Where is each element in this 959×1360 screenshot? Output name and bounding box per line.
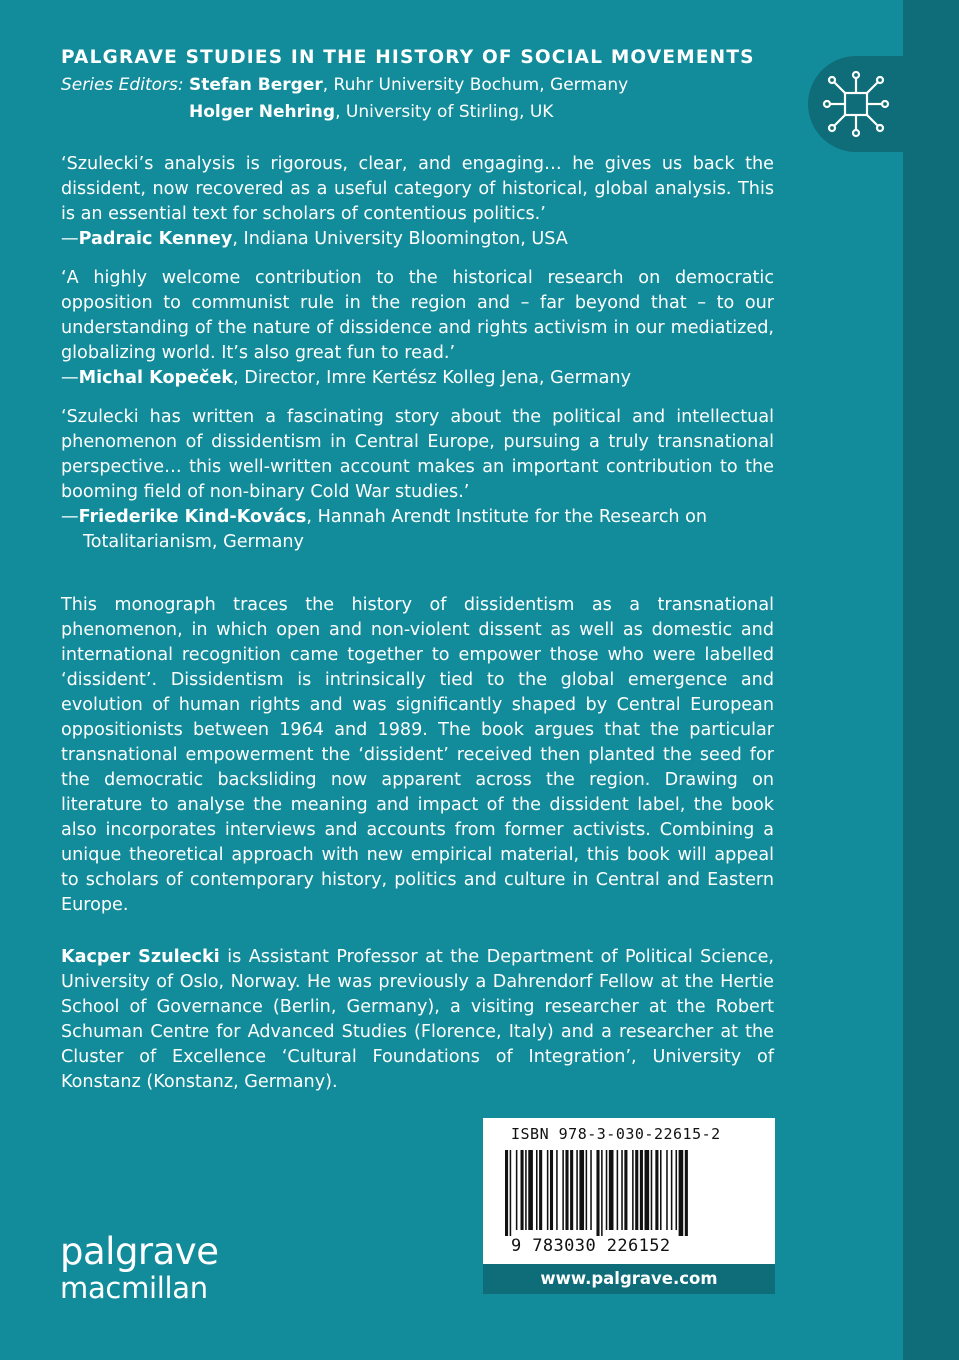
quote-text: ‘Szulecki’s analysis is rigorous, clear, and engaging… he gives us back the dissident, now recovered as a useful category of historical, global analysis. This is an essential text for scholars of contentious politics.’ — [61, 154, 774, 224]
barcode-bar — [606, 1150, 608, 1230]
publisher-name-line2: macmillan — [60, 1271, 208, 1305]
barcode-bar — [635, 1150, 638, 1230]
barcode-bar — [651, 1150, 653, 1230]
book-description: This monograph traces the history of dissidentism as a transnational phenomenon, in which open and non-violent dissent as well as domestic and international recognition came together to empower those who were labelled ‘dissident’. Dissidentism is intrinsically tied to the global emergence and evolution of human rights and was significantly shaped by Central European oppositionists between 1964 and 1989. The book argues that the particular transnational empowerment the ‘dissident’ received then planted the seed for the democratic backsliding now apparent across the region. Drawing on literature to analyse the meaning and impact of the dissident label, the book also incorporates interviews and accounts from former activists. Combining a unique theoretical approach with new empirical material, this book will appeal to scholars of contemporary history, politics and culture in Central and Eastern Europe. — [61, 595, 774, 915]
endorsement-quote — [61, 266, 774, 391]
barcode-bar — [621, 1150, 623, 1230]
quote-attribution — [61, 366, 774, 391]
attribution-dash: — — [61, 229, 79, 249]
series-logo-badge — [808, 56, 904, 152]
publisher-url: www.palgrave.com — [483, 1264, 775, 1294]
barcode-bar — [617, 1150, 619, 1230]
barcode-bar — [596, 1150, 599, 1236]
attribution-dash: — — [61, 368, 79, 388]
quote-affiliation: , Indiana University Bloomington, USA — [232, 229, 568, 249]
network-node-icon — [818, 66, 894, 142]
author-name: Kacper Szulecki — [61, 947, 220, 967]
barcode-bar — [679, 1150, 684, 1236]
barcode-bar — [521, 1150, 524, 1230]
barcode-bar — [576, 1150, 578, 1230]
attribution-dash: — — [61, 507, 79, 527]
barcode-bar — [609, 1150, 614, 1230]
barcode-bar — [570, 1150, 573, 1230]
editor-affiliation: , University of Stirling, UK — [335, 102, 554, 122]
quote-author: Friederike Kind-Kovács — [78, 507, 307, 527]
barcode-bar — [624, 1150, 627, 1230]
publisher-logo — [60, 1230, 219, 1306]
barcode-bar — [671, 1150, 673, 1230]
quote-text: ‘Szulecki has written a fascinating story about the political and intellectual phenomenon of dissidentism in Central Europe, pursuing a truly transnational perspective… this well-written account makes an important contribution to the booming field of non-binary Cold War studies.’ — [61, 407, 774, 502]
barcode-bar — [565, 1150, 568, 1230]
isbn-barcode-box — [483, 1118, 775, 1294]
endorsement-quote — [61, 152, 774, 252]
barcode-bar — [550, 1150, 553, 1230]
author-bio — [61, 945, 774, 1095]
quote-attribution — [61, 505, 774, 555]
series-editors — [61, 72, 774, 126]
isbn-label: ISBN 978-3-030-22615-2 — [511, 1125, 721, 1143]
barcode-bar — [590, 1150, 592, 1230]
barcode-bar — [676, 1150, 678, 1230]
editors-row-2 — [61, 99, 774, 126]
editor-name: Stefan Berger — [188, 75, 323, 95]
quote-text: ‘A highly welcome contribution to the historical research on democratic opposition to communist rule in the region and – far beyond that – to our understanding of the nature of dissidence and rights activism in our mediatized, globalizing world. It’s also great fun to read.’ — [61, 268, 774, 363]
author-bio-text: is Assistant Professor at the Department of Political Science, University of Oslo, Norway. He was previously a Dahrendorf Fellow at the Hertie School of Governance (Berlin, Germany), a visiting researcher at the Robert Schuman Centre for Advanced Studies (Florence, Italy) and a researcher at the Cluster of Excellence ‘Cultural Foundations of Integration’, University of Konstanz (Konstanz, Germany). — [61, 947, 774, 1092]
series-title: PALGRAVE STUDIES IN THE HISTORY OF SOCIAL MOVEMENTS — [61, 47, 755, 68]
barcode-bar — [666, 1150, 668, 1230]
barcode-bar — [539, 1150, 542, 1230]
barcode-bar — [556, 1150, 558, 1230]
publisher-name-line1: palgrave — [60, 1230, 219, 1273]
barcode-bar — [525, 1150, 527, 1230]
spine-strip — [903, 0, 959, 1360]
quote-attribution — [61, 227, 774, 252]
quote-author: Michal Kopeček — [78, 368, 234, 388]
barcode-bar — [516, 1150, 518, 1230]
barcode-bar — [547, 1150, 549, 1230]
barcode-bar — [660, 1150, 662, 1230]
barcode-bar — [528, 1150, 533, 1230]
editors-label: Series Editors: — [61, 75, 184, 95]
editor-name: Holger Nehring — [189, 102, 336, 122]
back-cover-content — [61, 46, 774, 1095]
quote-affiliation: , Director, Imre Kertész Kolleg Jena, Germany — [233, 368, 631, 388]
editor-affiliation: , Ruhr University Bochum, Germany — [322, 75, 629, 95]
barcode-bar — [685, 1150, 688, 1236]
barcode-bar — [562, 1150, 564, 1230]
barcode-bar — [640, 1150, 643, 1230]
barcode-bar — [536, 1150, 538, 1230]
barcode-bar — [645, 1150, 650, 1230]
quote-affiliation: , Hannah Arendt Institute for the Research on Totalitarianism, Germany — [83, 507, 708, 552]
editors-row-1 — [61, 72, 774, 99]
ean-digits: 9 783030 226152 — [511, 1236, 671, 1256]
barcode — [501, 1150, 757, 1236]
barcode-bar — [505, 1150, 508, 1236]
endorsement-quote — [61, 405, 774, 555]
barcode-bar — [579, 1150, 584, 1230]
barcode-bar — [632, 1150, 634, 1230]
quote-author: Padraic Kenney — [78, 229, 233, 249]
barcode-bar — [601, 1150, 603, 1236]
barcode-bar — [586, 1150, 588, 1230]
barcode-bar — [510, 1150, 512, 1236]
barcode-bar — [655, 1150, 658, 1230]
